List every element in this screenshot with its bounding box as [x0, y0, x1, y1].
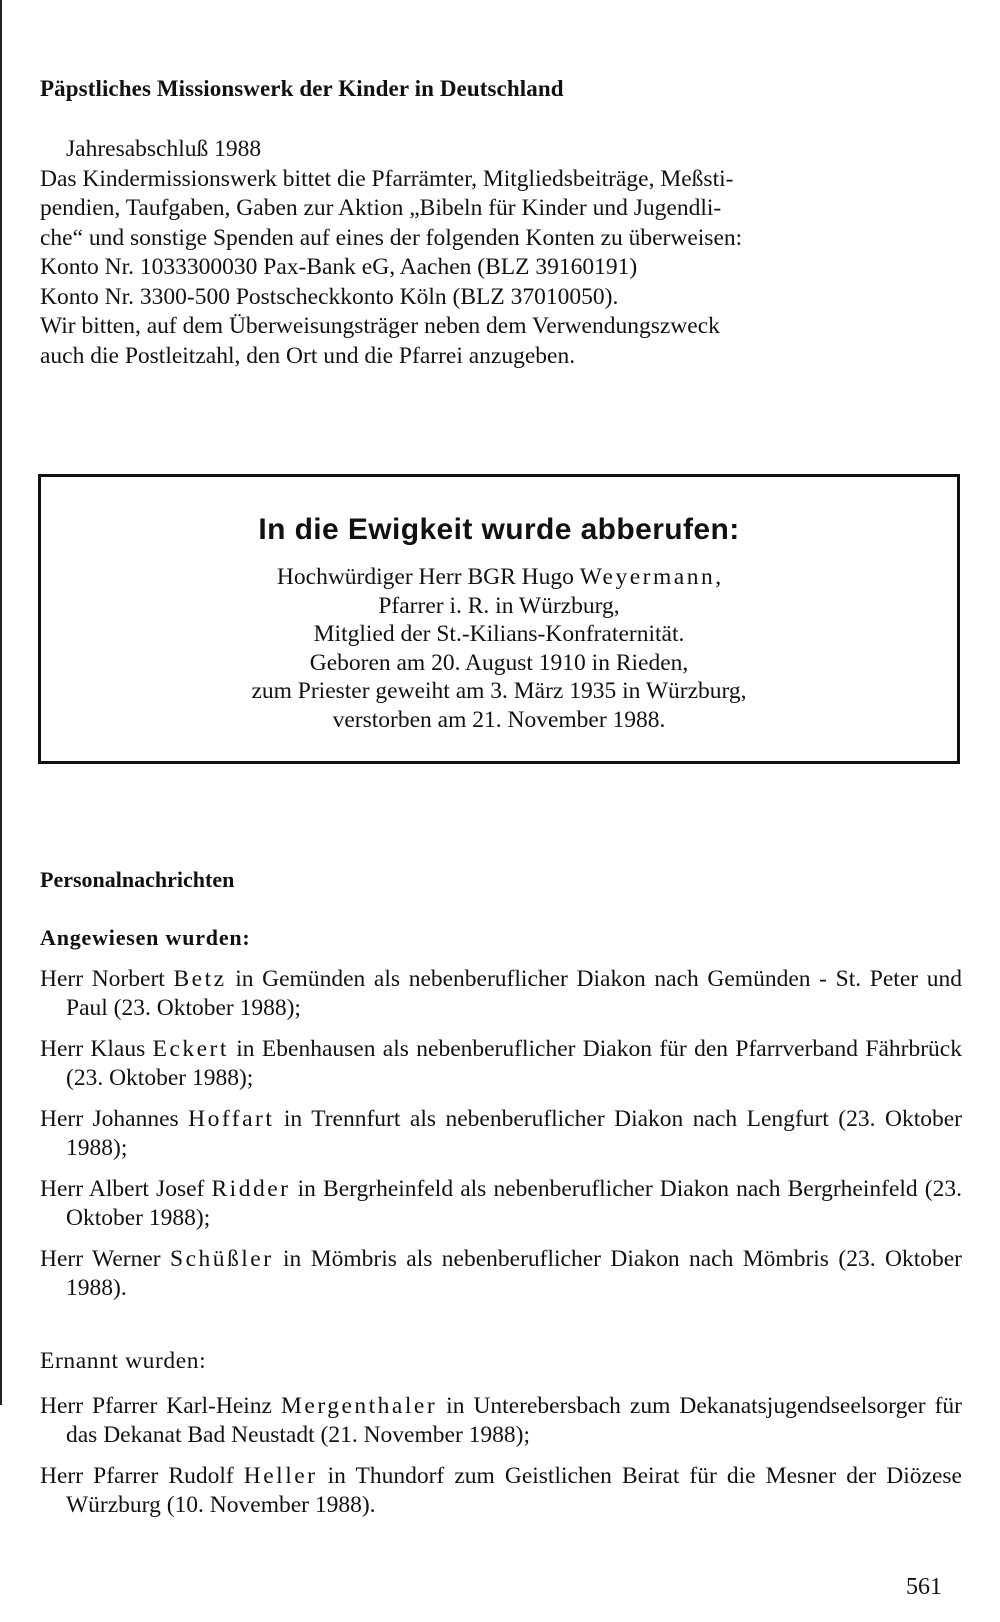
entry-text: in Ebenhausen als nebenberuflicher Diakon für den Pfarrverband Fährbrück (23. Oktober 1988); [66, 1036, 962, 1091]
appointed-heading: Ernannt wurden: [40, 1348, 207, 1374]
entry-text: in Trennfurt als nebenberuflicher Diakon nach Lengfurt (23. Oktober 1988); [66, 1106, 962, 1161]
obituary-heading: In die Ewigkeit wurde abberufen: [258, 513, 740, 546]
mission-section-body [40, 135, 960, 371]
entry-prefix: Herr Johannes [40, 1106, 189, 1132]
list-item [40, 1175, 962, 1233]
entry-name: Betz [173, 966, 227, 992]
obituary-line: zum Priester geweiht am 3. März 1935 in Würzburg, [251, 678, 747, 704]
entry-name: Eckert [152, 1036, 229, 1062]
entry-prefix: Herr Werner [40, 1246, 171, 1272]
obituary-line [41, 563, 957, 592]
obituary-line: Mitglied der St.-Kilians-Konfraternität. [313, 621, 685, 647]
obituary-name: Weyermann [579, 564, 716, 590]
entry-text: in Thundorf zum Geistlichen Beirat für die Mesner der Diözese Würzburg (10. November 1988). [66, 1463, 962, 1518]
entry-prefix: Herr Klaus [40, 1036, 153, 1062]
entry-name: Heller [243, 1463, 318, 1489]
entry-text: in Gemünden als nebenberuflicher Diakon nach Gemünden - St. Peter und Paul (23. Oktober 1988); [66, 966, 963, 1021]
list-item [40, 1462, 962, 1520]
entry-name: Ridder [211, 1176, 291, 1202]
list-item [40, 1245, 962, 1303]
mission-line: auch die Postleitzahl, den Ort und die Pfarrei anzugeben. [40, 342, 576, 369]
obituary-line: verstorben am 21. November 1988. [332, 706, 666, 733]
mission-line: Wir bitten, auf dem Überweisungsträger neben dem Verwendungszweck [40, 313, 720, 339]
entry-text: in Bergrheinfeld als nebenberuflicher Diakon nach Bergrheinfeld (23. Oktober 1988); [66, 1176, 963, 1231]
entry-name: Mergenthaler [281, 1393, 438, 1419]
obituary-line-suffix: , [715, 564, 722, 590]
left-margin-rule [0, 0, 2, 1405]
appointed-list [40, 1392, 962, 1532]
entry-prefix: Herr Pfarrer Karl-Heinz [40, 1393, 281, 1419]
list-item [40, 965, 962, 1023]
mission-section-title: Päpstliches Missionswerk der Kinder in Deutschland [40, 76, 564, 101]
list-item [40, 1035, 962, 1093]
entry-text: in Unterebersbach zum Dekanatsjugendseelsorger für das Dekanat Bad Neustadt (21. November 1988); [66, 1393, 962, 1448]
mission-line: Jahresabschluß 1988 [66, 136, 262, 162]
mission-line: Konto Nr. 1033300030 Pax-Bank eG, Aachen (BLZ 39160191) [40, 254, 638, 280]
obituary-box [38, 474, 960, 764]
entry-prefix: Herr Norbert [40, 966, 174, 992]
obituary-text [41, 563, 957, 734]
entry-text: in Mömbris als nebenberuflicher Diakon nach Mömbris (23. Oktober 1988). [66, 1246, 962, 1301]
obituary-line: Geboren am 20. August 1910 in Rieden, [309, 649, 689, 676]
entry-prefix: Herr Pfarrer Rudolf [40, 1463, 244, 1489]
personal-section-title: Personalnachrichten [40, 867, 235, 892]
obituary-line-prefix: Hochwürdiger Herr BGR Hugo [276, 564, 580, 590]
mission-line: Konto Nr. 3300-500 Postscheckkonto Köln (BLZ 37010050). [40, 283, 619, 310]
mission-line: che“ und sonstige Spenden auf eines der folgenden Konten zu überweisen: [40, 224, 743, 251]
mission-line: Das Kindermissionswerk bittet die Pfarrämter, Mitgliedsbeiträge, Meßsti- [40, 165, 734, 192]
mission-line: pendien, Taufgaben, Gaben zur Aktion „Bibeln für Kinder und Jugendli- [40, 195, 722, 221]
list-item [40, 1105, 962, 1163]
entry-prefix: Herr Albert Josef [40, 1176, 212, 1202]
entry-name: Schüßler [170, 1246, 274, 1272]
list-item [40, 1392, 962, 1450]
assigned-list [40, 965, 962, 1315]
assigned-heading: Angewiesen wurden: [40, 925, 251, 950]
page-number: 561 [906, 1574, 942, 1600]
obituary-line: Pfarrer i. R. in Würzburg, [378, 592, 620, 619]
entry-name: Hoffart [188, 1106, 275, 1132]
